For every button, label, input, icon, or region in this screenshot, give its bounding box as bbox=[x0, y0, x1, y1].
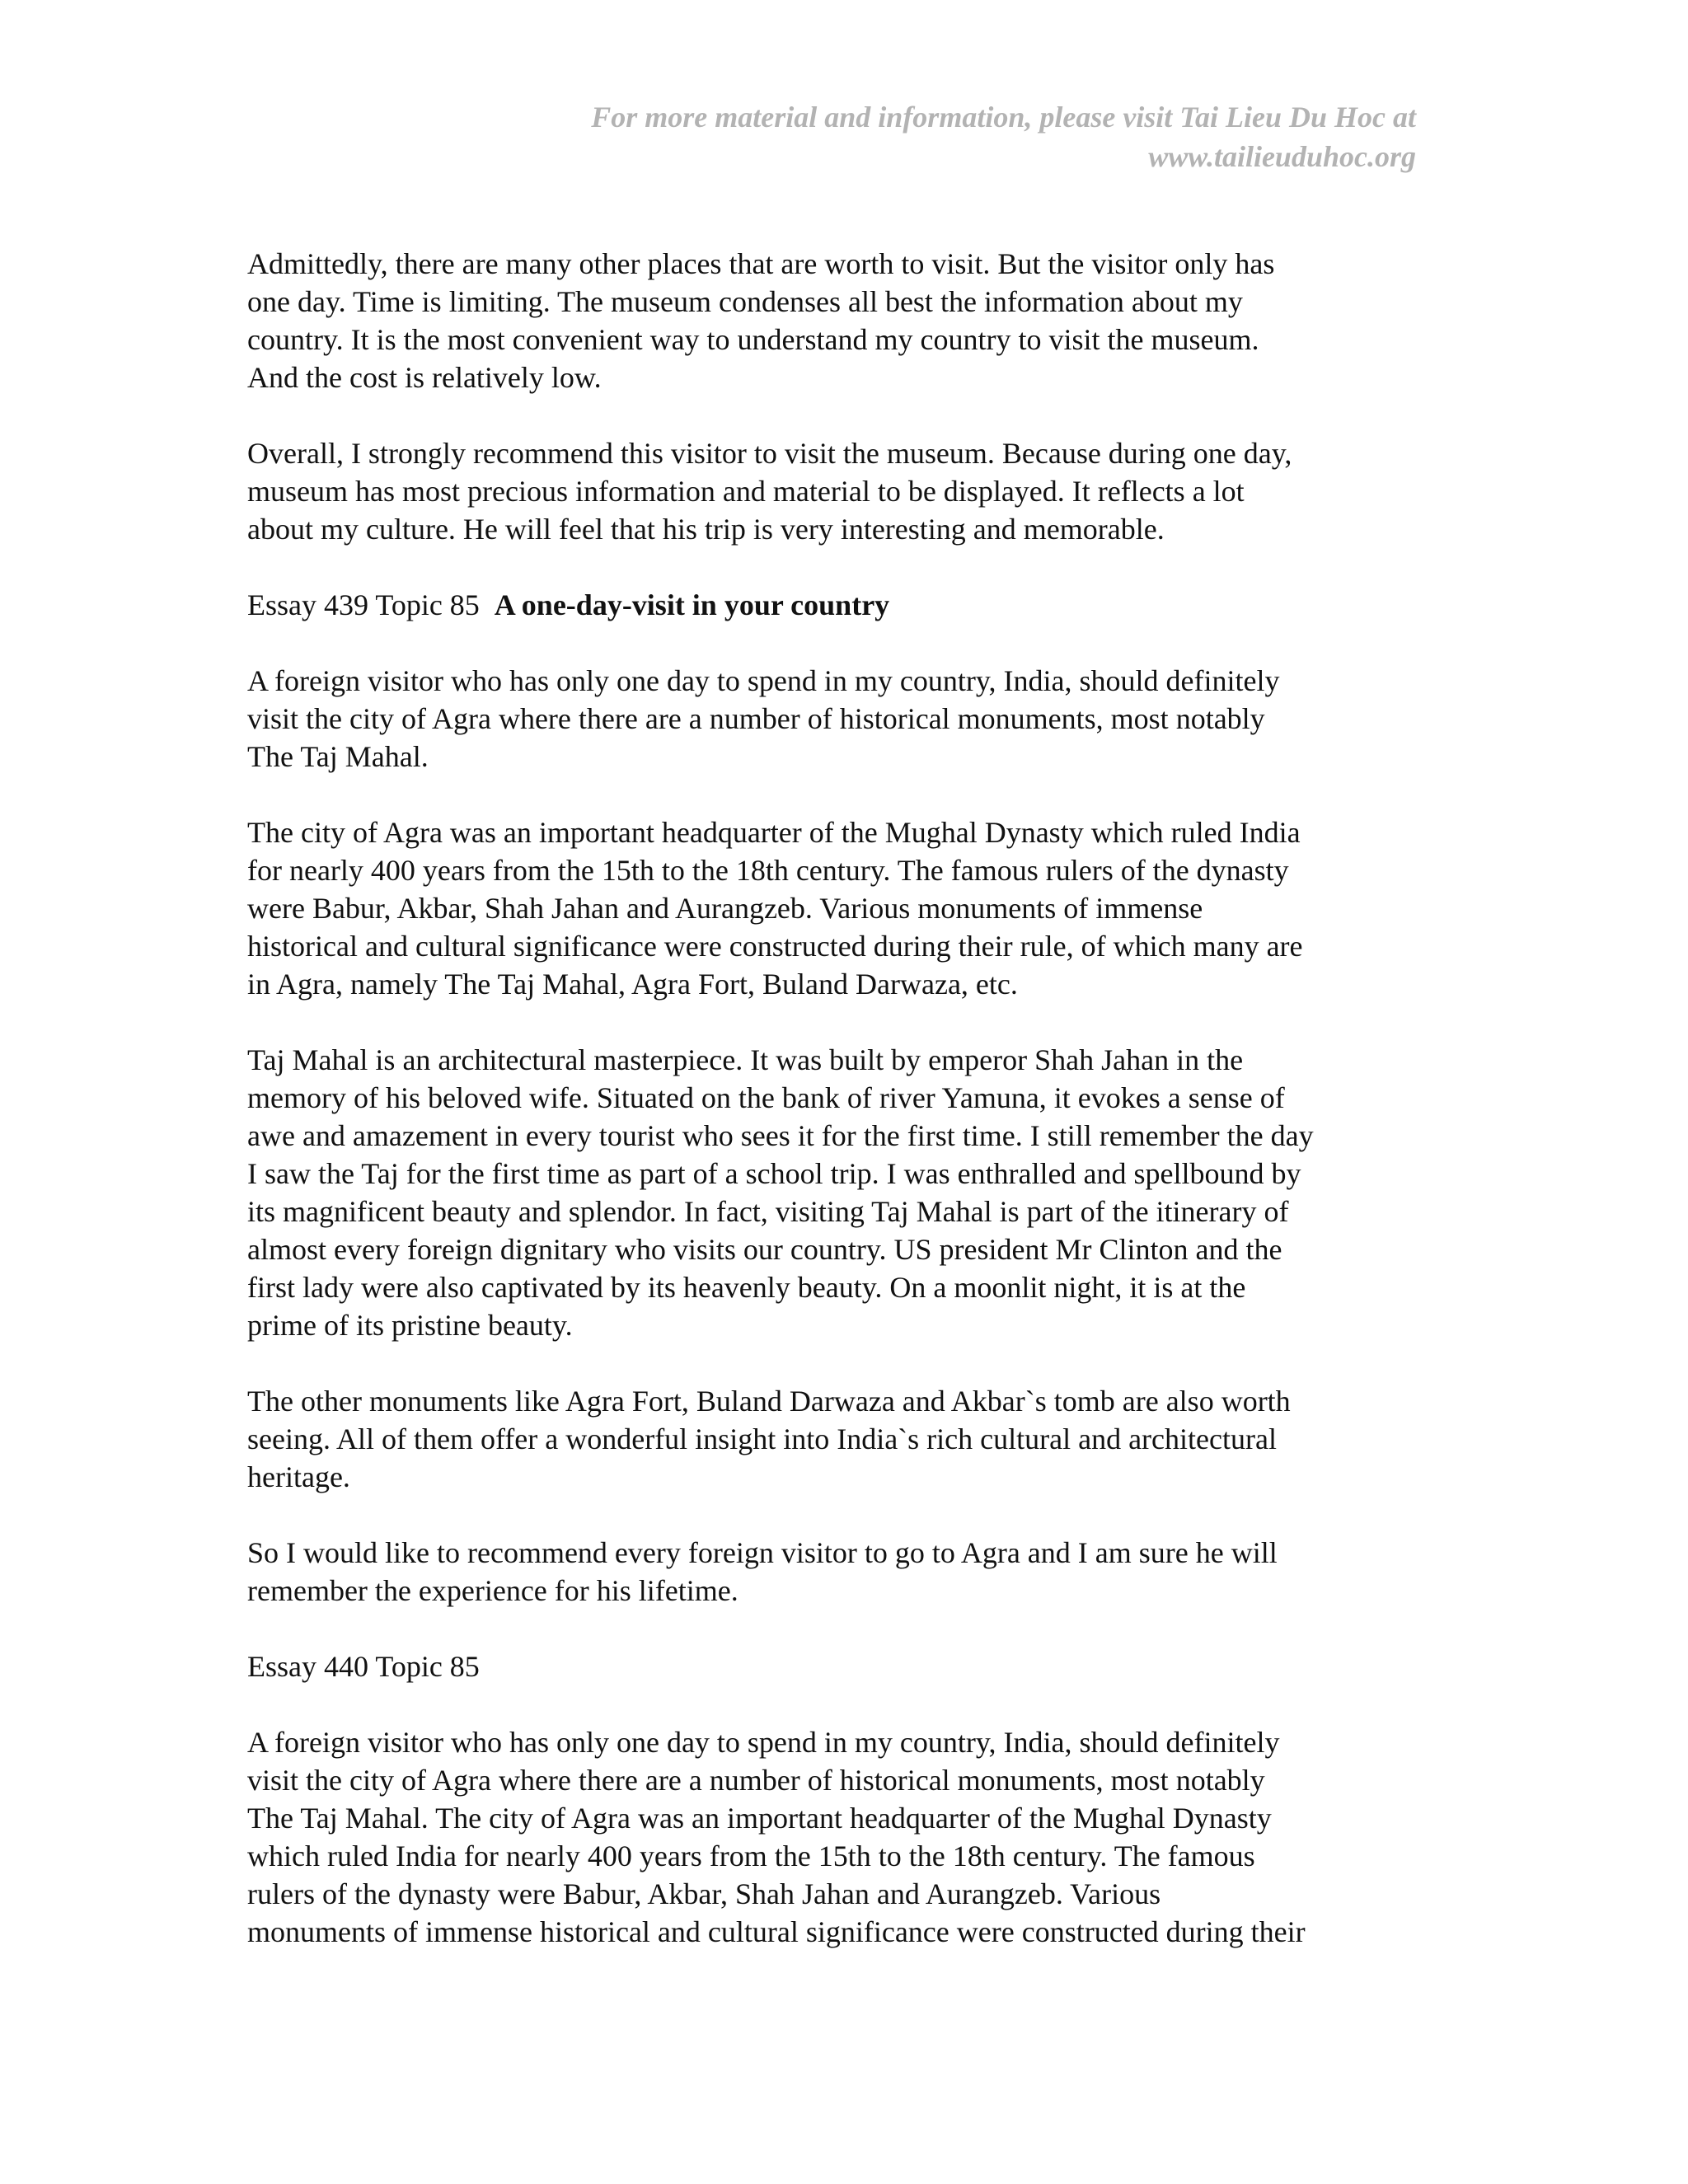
text-line: A foreign visitor who has only one day to spend in my country, India, should definitely bbox=[247, 1726, 1280, 1759]
heading-spacer bbox=[480, 588, 495, 621]
text-line: awe and amazement in every tourist who sees it for the first time. I still remember the day bbox=[247, 1119, 1314, 1152]
text-line: The city of Agra was an important headquarter of the Mughal Dynasty which ruled India bbox=[247, 816, 1301, 849]
text-line: about my culture. He will feel that his trip is very interesting and memorable. bbox=[247, 513, 1165, 546]
paragraph bbox=[247, 662, 1438, 776]
text-line: visit the city of Agra where there are a number of historical monuments, most notably bbox=[247, 1764, 1265, 1797]
essay-number: Essay 439 Topic 85 bbox=[247, 588, 480, 621]
text-line: memory of his beloved wife. Situated on the bank of river Yamuna, it evokes a sense of bbox=[247, 1081, 1285, 1114]
text-line: in Agra, namely The Taj Mahal, Agra Fort, Buland Darwaza, etc. bbox=[247, 968, 1018, 1001]
document-body bbox=[247, 245, 1438, 1951]
header-note-line: For more material and information, please visit Tai Lieu Du Hoc at bbox=[591, 101, 1416, 134]
paragraph-gap bbox=[247, 1003, 1438, 1041]
essay-number: Essay 440 Topic 85 bbox=[247, 1650, 480, 1683]
paragraph-gap bbox=[247, 1685, 1438, 1723]
header-note bbox=[427, 97, 1416, 176]
header-note-url: www.tailieuduhoc.org bbox=[1148, 140, 1416, 173]
text-line: Overall, I strongly recommend this visitor to visit the museum. Because during one day, bbox=[247, 437, 1292, 470]
paragraph-gap bbox=[247, 396, 1438, 434]
paragraph-gap bbox=[247, 1496, 1438, 1534]
paragraph bbox=[247, 245, 1438, 396]
text-line: heritage. bbox=[247, 1460, 350, 1493]
paragraph bbox=[247, 813, 1438, 1003]
paragraph bbox=[247, 1534, 1438, 1610]
paragraph bbox=[247, 1723, 1438, 1951]
text-line: one day. Time is limiting. The museum condenses all best the information about my bbox=[247, 285, 1243, 318]
text-line: rulers of the dynasty were Babur, Akbar, Shah Jahan and Aurangzeb. Various bbox=[247, 1877, 1161, 1910]
text-line: were Babur, Akbar, Shah Jahan and Aurangzeb. Various monuments of immense bbox=[247, 892, 1203, 925]
text-line: remember the experience for his lifetime. bbox=[247, 1574, 738, 1607]
paragraph-gap bbox=[247, 1344, 1438, 1382]
text-line: which ruled India for nearly 400 years from the 15th to the 18th century. The famous bbox=[247, 1840, 1255, 1872]
text-line: I saw the Taj for the first time as part of a school trip. I was enthralled and spellbound by bbox=[247, 1157, 1301, 1190]
text-line: Taj Mahal is an architectural masterpiece. It was built by emperor Shah Jahan in the bbox=[247, 1043, 1244, 1076]
text-line: The Taj Mahal. The city of Agra was an important headquarter of the Mughal Dynasty bbox=[247, 1802, 1272, 1835]
paragraph-gap bbox=[247, 548, 1438, 586]
text-line: first lady were also captivated by its heavenly beauty. On a moonlit night, it is at the bbox=[247, 1271, 1246, 1304]
paragraph-gap bbox=[247, 624, 1438, 662]
paragraph bbox=[247, 434, 1438, 548]
paragraph bbox=[247, 1382, 1438, 1496]
text-line: A foreign visitor who has only one day to spend in my country, India, should definitely bbox=[247, 664, 1280, 697]
text-line: almost every foreign dignitary who visits our country. US president Mr Clinton and the bbox=[247, 1233, 1282, 1266]
text-line: Admittedly, there are many other places that are worth to visit. But the visitor only has bbox=[247, 247, 1275, 280]
text-line: museum has most precious information and material to be displayed. It reflects a lot bbox=[247, 475, 1245, 508]
paragraph-gap bbox=[247, 776, 1438, 813]
text-line: The Taj Mahal. bbox=[247, 740, 429, 773]
essay-heading bbox=[247, 1647, 1438, 1685]
paragraph bbox=[247, 1041, 1438, 1344]
text-line: And the cost is relatively low. bbox=[247, 361, 602, 394]
text-line: its magnificent beauty and splendor. In fact, visiting Taj Mahal is part of the itinerary of bbox=[247, 1195, 1289, 1228]
text-line: historical and cultural significance were constructed during their rule, of which many are bbox=[247, 930, 1303, 963]
text-line: seeing. All of them offer a wonderful insight into India`s rich cultural and architectural bbox=[247, 1422, 1277, 1455]
text-line: country. It is the most convenient way to understand my country to visit the museum. bbox=[247, 323, 1259, 356]
essay-heading bbox=[247, 586, 1438, 624]
text-line: monuments of immense historical and cultural significance were constructed during their bbox=[247, 1915, 1306, 1948]
essay-topic-title: A one-day-visit in your country bbox=[494, 588, 890, 621]
text-line: for nearly 400 years from the 15th to the 18th century. The famous rulers of the dynasty bbox=[247, 854, 1289, 887]
text-line: The other monuments like Agra Fort, Buland Darwaza and Akbar`s tomb are also worth bbox=[247, 1385, 1291, 1418]
paragraph-gap bbox=[247, 1610, 1438, 1647]
text-line: So I would like to recommend every foreign visitor to go to Agra and I am sure he will bbox=[247, 1536, 1278, 1569]
text-line: prime of its pristine beauty. bbox=[247, 1309, 573, 1342]
text-line: visit the city of Agra where there are a number of historical monuments, most notably bbox=[247, 702, 1265, 735]
